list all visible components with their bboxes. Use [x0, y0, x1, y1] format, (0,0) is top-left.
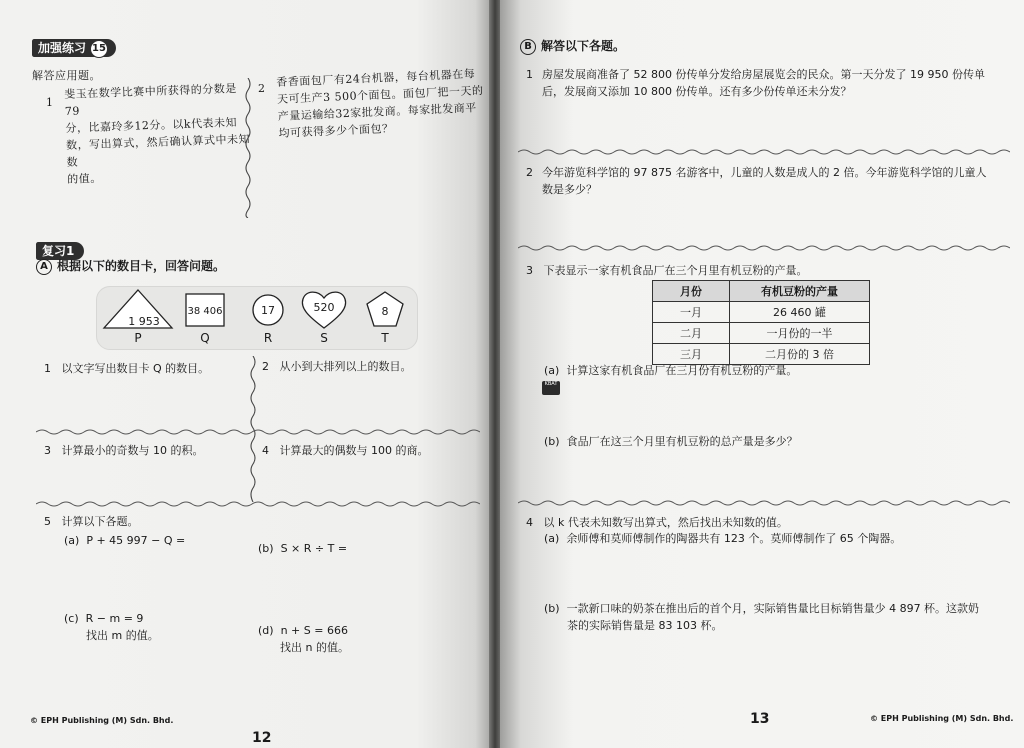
- table-row: [653, 323, 870, 344]
- question-a5d: (d) n + S = 666 找出 n 的值。: [258, 624, 349, 654]
- question-1-text: 斐玉在数学比赛中所获得的分数是79 分，比嘉玲多12分。以k代表未知 数，写出算式，然后确认算式中未知数 的值。: [64, 81, 251, 186]
- card-r-value: 17: [261, 304, 275, 317]
- card-p-label: P: [134, 331, 142, 345]
- table-cell: 26 460 罐: [730, 302, 870, 323]
- practice-header: [32, 37, 116, 58]
- question-a5b: (b) S × R ÷ T =: [258, 542, 348, 555]
- question-b4a: (a) 余师傅和莫师傅制作的陶器共有 123 个。莫师傅制作了 65 个陶器。: [544, 532, 902, 545]
- divider-horizontal-1: [36, 428, 480, 436]
- section-b-letter: B: [520, 39, 536, 55]
- table-header-row: [653, 281, 870, 302]
- table-row: [653, 302, 870, 323]
- card-r-label: R: [263, 331, 273, 345]
- question-a2: 2 从小到大排列以上的数目。: [262, 360, 412, 373]
- divider-vertical: [243, 78, 253, 218]
- right-page: [500, 0, 1024, 748]
- divider-horizontal-2: [36, 500, 480, 508]
- question-b3b: (b) 食品厂在这三个月里有机豆粉的总产量是多少？: [544, 435, 798, 448]
- table-header: 有机豆粉的产量: [730, 281, 870, 302]
- section-b-heading: [520, 38, 625, 55]
- question-b1-text: 房屋发展商准备了 52 800 份传单分发给房屋展览会的民众。第一天分发了 19 950 份传单 后，发展商又添加 10 800 份传单。还有多少份传单还未分发？: [542, 68, 985, 98]
- question-a4: 4 计算最大的偶数与 100 的商。: [262, 444, 429, 457]
- question-b2-text: 今年游览科学馆的 97 875 名游客中，儿童的人数是成人的 2 倍。今年游览科学馆的儿童人 数是多少？: [542, 166, 987, 196]
- page-number: 13: [750, 711, 770, 727]
- card-q-value: 38 406: [187, 306, 223, 317]
- question-a3: 3 计算最小的奇数与 10 的积。: [44, 444, 204, 457]
- question-b2-number: 2: [526, 166, 533, 179]
- table-cell: 二月份的 3 倍: [730, 344, 870, 365]
- left-page: [0, 0, 490, 748]
- kbat-badge: KBAT: [542, 381, 560, 395]
- instruction: 解答应用题。: [32, 69, 101, 82]
- table-cell: 三月: [653, 344, 730, 365]
- review-header: [36, 240, 84, 259]
- table-cell: 一月: [653, 302, 730, 323]
- practice-number: 15: [90, 40, 108, 58]
- question-b1-number: 1: [526, 68, 533, 81]
- divider-b1: [518, 148, 1010, 156]
- review-tab: 复习1: [36, 242, 84, 260]
- question-b3a: (a) 计算这家有机食品厂在三月份有机豆粉的产量。: [544, 364, 798, 377]
- table-cell: 一月份的一半: [730, 323, 870, 344]
- card-s-label: S: [320, 331, 328, 345]
- question-2-text: 香香面包厂有24台机器，每台机器在每 天可生产3 500个面包。面包厂把一天的 产量运输给32家批发商。每家批发商平 均可获得多少个面包？: [276, 67, 484, 140]
- production-table: [652, 280, 870, 365]
- question-2-number: 2: [258, 82, 266, 95]
- section-a-heading: [36, 258, 225, 275]
- question-b3: 3 下表显示一家有机食品厂在三个月里有机豆粉的产量。: [526, 264, 808, 277]
- section-a-title: 根据以下的数目卡，回答问题。: [57, 259, 226, 273]
- question-a5a: (a) P + 45 997 − Q =: [64, 534, 186, 547]
- question-b4: 4 以 k 代表未知数写出算式，然后找出未知数的值。: [526, 516, 788, 529]
- question-1-number: 1: [46, 96, 54, 109]
- card-p-value: 1 953: [128, 315, 160, 328]
- card-t-label: T: [381, 331, 389, 345]
- question-a1: 1 以文字写出数目卡 Q 的数目。: [44, 362, 210, 375]
- footer-copyright: © EPH Publishing (M) Sdn. Bhd.: [30, 716, 174, 725]
- card-t-value: 8: [381, 305, 389, 318]
- section-a-letter: A: [36, 259, 52, 275]
- table-cell: 二月: [653, 323, 730, 344]
- divider-b2: [518, 244, 1010, 252]
- question-a5c: (c) R − m = 9 找出 m 的值。: [64, 612, 159, 642]
- question-a5: 5 计算以下各题。: [44, 515, 139, 528]
- page-number: 12: [252, 730, 272, 746]
- section-b-title: 解答以下各题。: [541, 39, 626, 53]
- card-q-label: Q: [200, 331, 210, 345]
- table-header: 月份: [653, 281, 730, 302]
- question-b4b: (b) 一款新口味的奶茶在推出后的首个月，实际销售量比目标销售量少 4 897 杯。这款奶 茶的实际销售量是 83 103 杯。: [544, 602, 980, 632]
- footer-copyright: © EPH Publishing (M) Sdn. Bhd.: [870, 714, 1014, 723]
- practice-tab: 加强练习 15: [32, 39, 116, 57]
- divider-b3: [518, 499, 1010, 507]
- card-s-value: 520: [313, 301, 335, 314]
